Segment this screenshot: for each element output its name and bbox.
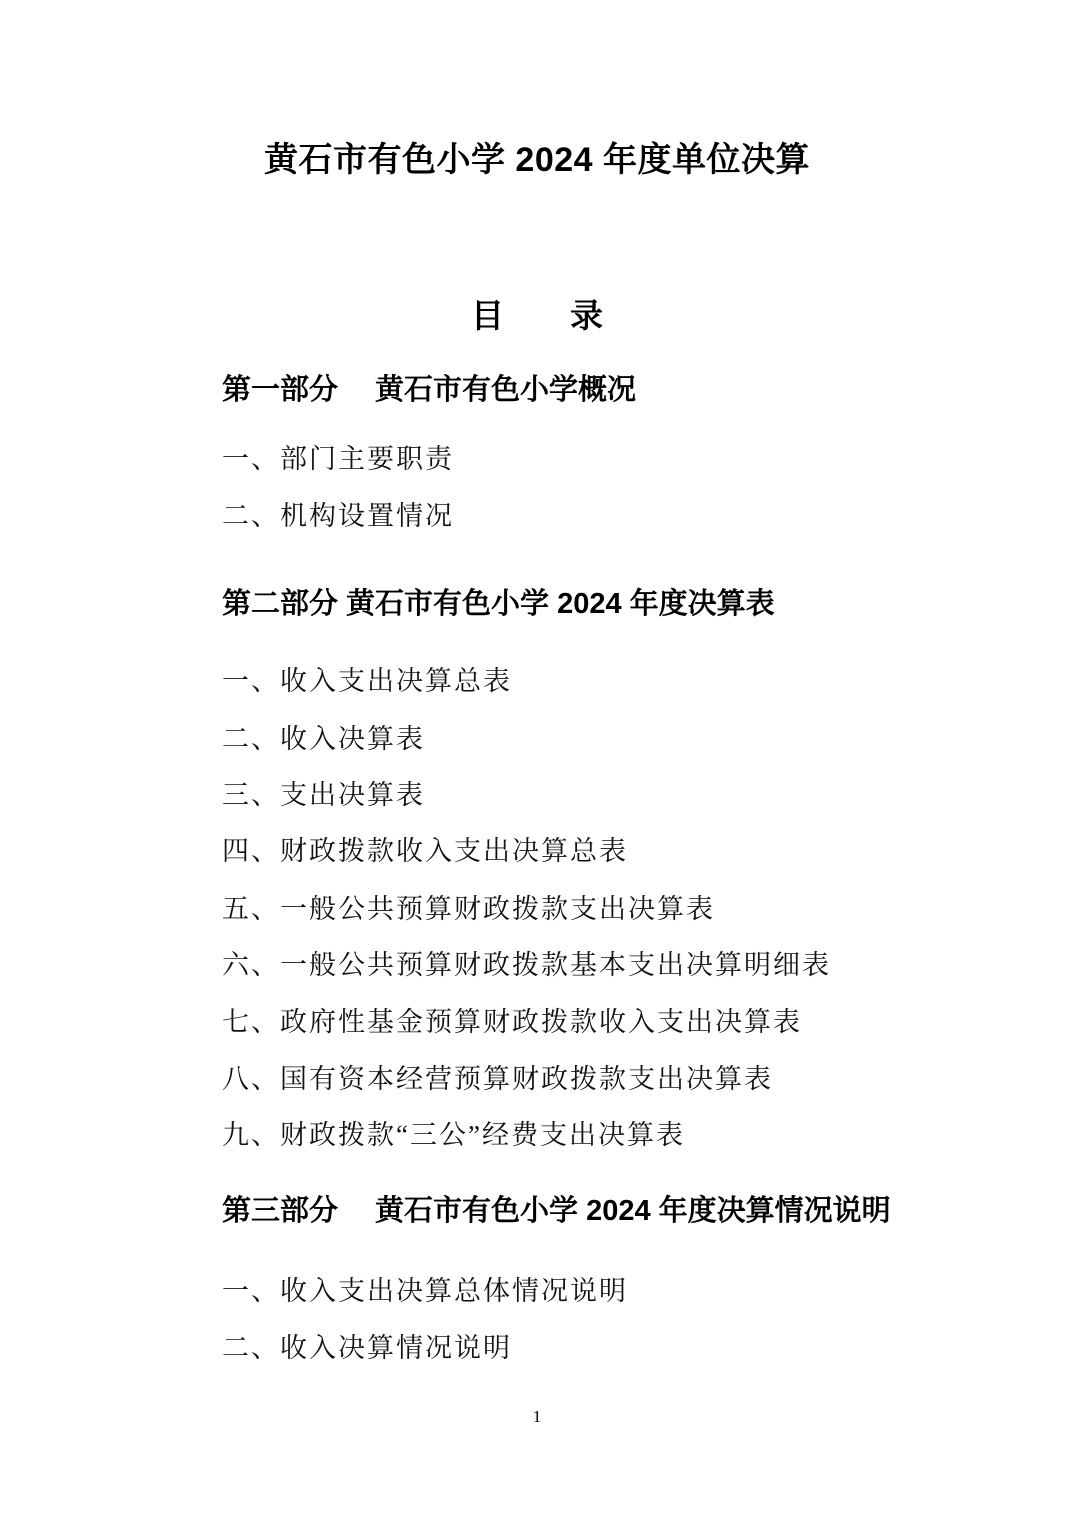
toc-item: 二、收入决算表 <box>222 724 425 754</box>
section-3-heading: 第三部分 黄石市有色小学 2024 年度决算情况说明 <box>222 1195 891 1227</box>
page-number: 1 <box>532 1407 542 1426</box>
section-1-heading: 第一部分 黄石市有色小学概况 <box>222 374 637 406</box>
toc-item: 八、国有资本经营预算财政拨款支出决算表 <box>222 1064 773 1094</box>
toc-item: 九、财政拨款“三公”经费支出决算表 <box>222 1120 685 1150</box>
toc-heading: 目 录 <box>471 297 603 334</box>
toc-item: 三、支出决算表 <box>222 780 425 810</box>
section-2-heading: 第二部分 黄石市有色小学 2024 年度决算表 <box>222 588 775 620</box>
toc-item: 一、部门主要职责 <box>222 444 454 474</box>
toc-item: 七、政府性基金预算财政拨款收入支出决算表 <box>222 1007 802 1037</box>
toc-item: 四、财政拨款收入支出决算总表 <box>222 836 628 866</box>
document-title: 黄石市有色小学 2024 年度单位决算 <box>263 141 811 179</box>
toc-item: 一、收入支出决算总体情况说明 <box>222 1276 628 1306</box>
toc-item: 二、机构设置情况 <box>222 501 454 531</box>
toc-item: 二、收入决算情况说明 <box>222 1333 512 1363</box>
toc-item: 一、收入支出决算总表 <box>222 666 512 696</box>
toc-item: 六、一般公共预算财政拨款基本支出决算明细表 <box>222 950 831 980</box>
toc-item: 五、一般公共预算财政拨款支出决算表 <box>222 894 715 924</box>
